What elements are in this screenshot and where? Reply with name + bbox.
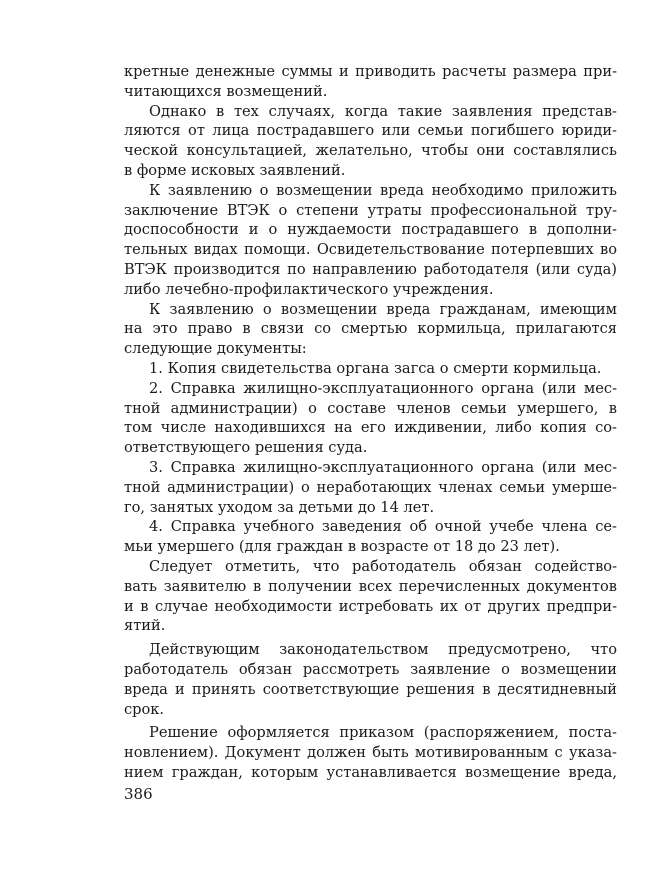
text-line: в форме исковых заявлений. bbox=[124, 161, 346, 179]
text-line: следующие документы: bbox=[124, 340, 307, 358]
text-line: доспособности и о нуждаемости пострадавшего в дополни- bbox=[124, 221, 617, 239]
text-line: кретные денежные суммы и приводить расчеты размера при- bbox=[124, 63, 617, 80]
page-body-text bbox=[124, 62, 617, 783]
text-line: Следует отметить, что работодатель обязан содейство- bbox=[149, 557, 617, 575]
text-line: ятий. bbox=[124, 617, 166, 635]
list-item: 1. Копия свидетельства органа загса о смерти кормильца. bbox=[149, 359, 602, 377]
text-line: либо лечебно-профилактического учреждения. bbox=[124, 280, 494, 298]
text-line: нием граждан, которым устанавливается возмещение вреда, bbox=[124, 763, 617, 781]
text-line: том числе находившихся на его иждивении, либо копия со- bbox=[124, 419, 617, 437]
text-line: заключение ВТЭК о степени утраты профессиональной тру- bbox=[124, 201, 617, 219]
text-line: на это право в связи со смертью кормильца, прилагаются bbox=[124, 320, 617, 338]
text-line: Решение оформляется приказом (распоряжением, поста- bbox=[149, 724, 617, 742]
text-line: читающихся возмещений. bbox=[124, 82, 328, 100]
text-line: работодатель обязан рассмотреть заявление о возмещении bbox=[124, 660, 617, 678]
text-line: ляются от лица пострадавшего или семьи погибшего юриди- bbox=[124, 122, 617, 140]
text-line: вать заявителю в получении всех перечисленных документов bbox=[124, 577, 617, 595]
list-item: 2. Справка жилищно-эксплуатационного органа (или мес- bbox=[149, 379, 617, 397]
text-line: ческой консультацией, желательно, чтобы они составлялись bbox=[124, 142, 617, 160]
text-line: го, занятых уходом за детьми до 14 лет. bbox=[124, 498, 435, 516]
text-line: Однако в тех случаях, когда такие заявления представ- bbox=[149, 102, 617, 120]
text-line: новлением). Документ должен быть мотивированным с указа- bbox=[124, 744, 617, 762]
text-line: К заявлению о возмещении вреда необходимо приложить bbox=[149, 181, 617, 199]
text-line: срок. bbox=[124, 700, 165, 718]
text-line: и в случае необходимости истребовать их от других предпри- bbox=[124, 597, 617, 615]
page-number: 386 bbox=[124, 785, 153, 803]
text-line: мьи умершего (для граждан в возрасте от 18 до 23 лет). bbox=[124, 538, 560, 556]
list-item: 4. Справка учебного заведения об очной учебе члена се- bbox=[149, 518, 617, 536]
text-line: тной администрации) о неработающих членах семьи умерше- bbox=[124, 478, 617, 496]
text-line: ответствующего решения суда. bbox=[124, 439, 368, 457]
text-line: Действующим законодательством предусмотрено, что bbox=[149, 641, 617, 659]
text-line: тной администрации) о составе членов семьи умершего, в bbox=[124, 399, 617, 417]
text-line: К заявлению о возмещении вреда гражданам, имеющим bbox=[149, 300, 617, 318]
text-line: тельных видах помощи. Освидетельствование потерпевших во bbox=[124, 241, 617, 259]
text-line: вреда и принять соответствующие решения в десятидневный bbox=[124, 680, 617, 698]
text-line: ВТЭК производится по направлению работодателя (или суда) bbox=[124, 260, 617, 278]
list-item: 3. Справка жилищно-эксплуатационного органа (или мес- bbox=[149, 458, 617, 476]
